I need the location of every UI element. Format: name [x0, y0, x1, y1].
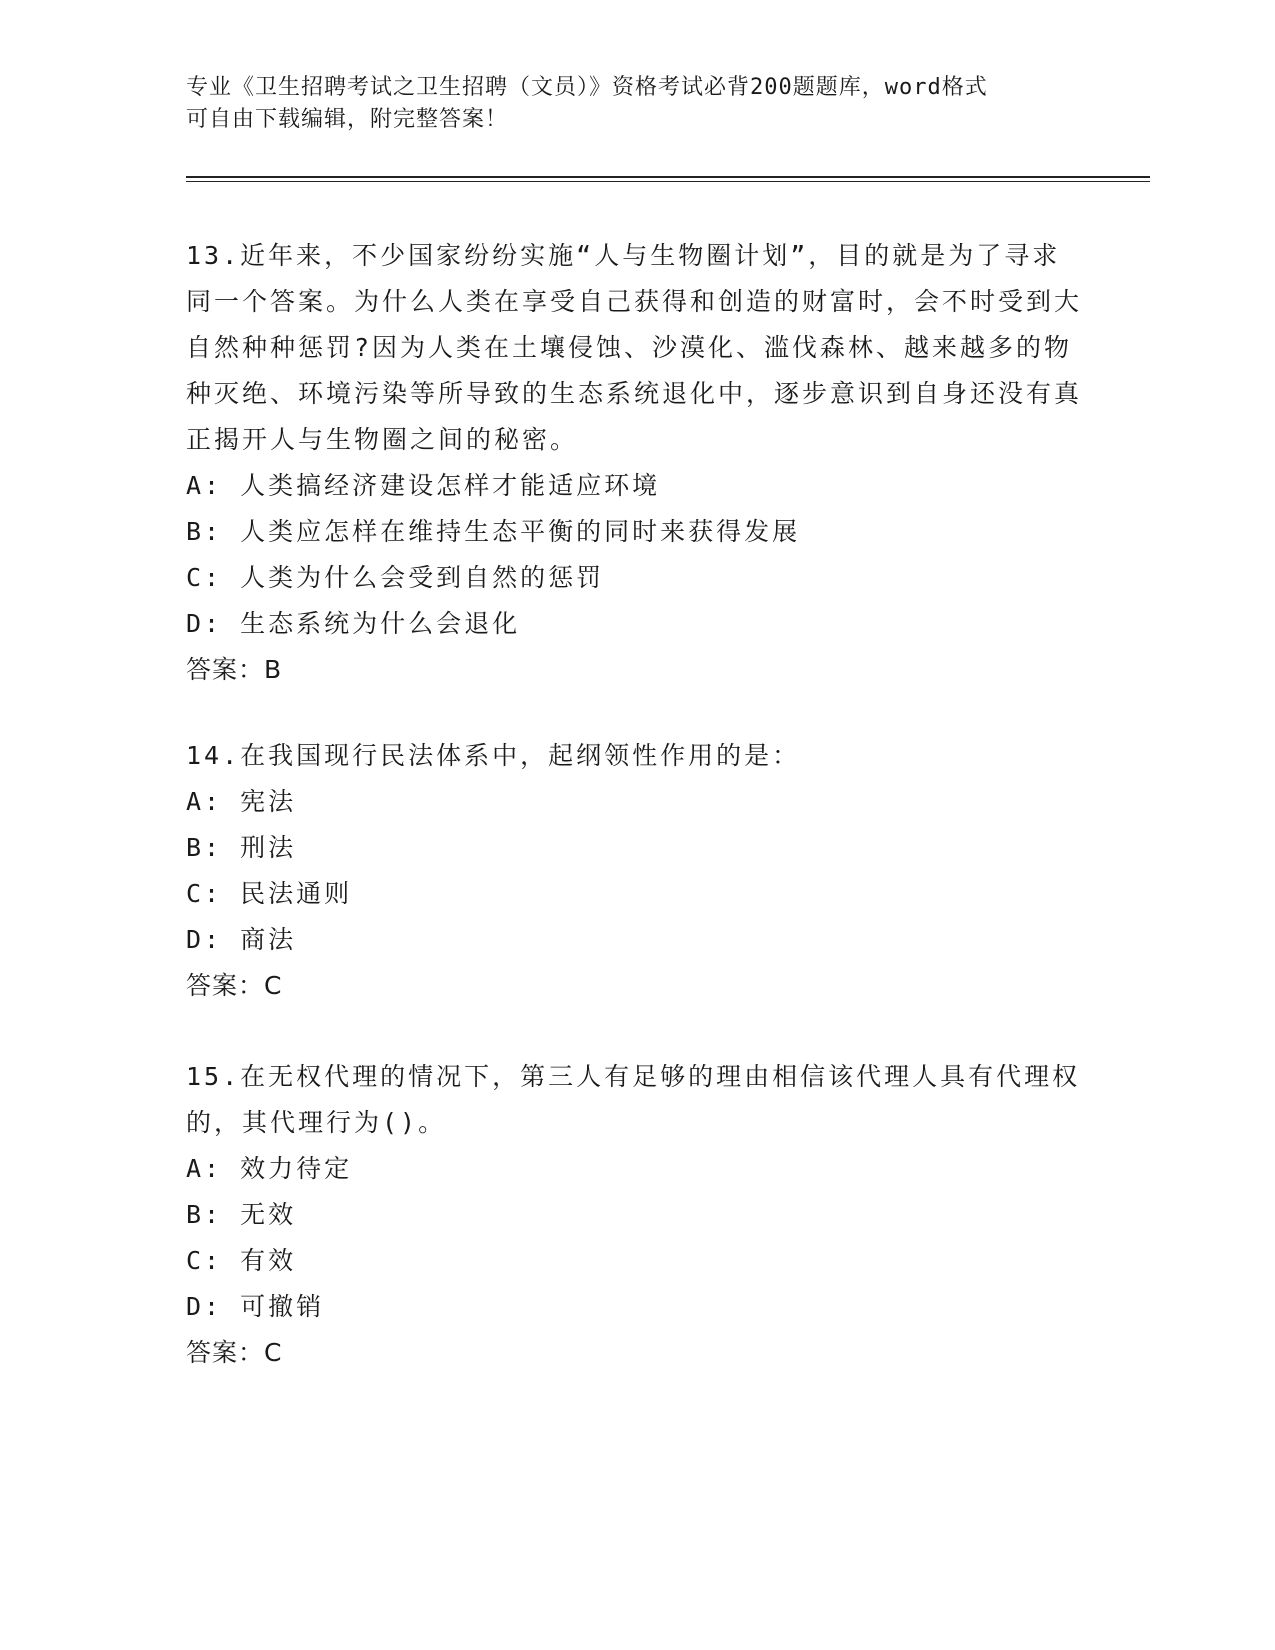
option-d: D: 生态系统为什么会退化 — [186, 609, 521, 638]
document-header — [186, 72, 1086, 136]
option-d: D: 可撤销 — [186, 1292, 325, 1321]
option-a: A: 效力待定 — [186, 1154, 353, 1183]
option-c: C: 有效 — [186, 1246, 297, 1275]
option-a: A: 宪法 — [186, 787, 297, 816]
question-13 — [186, 233, 1086, 693]
answer: 答案：C — [186, 971, 283, 1000]
option-b: B: 人类应怎样在维持生态平衡的同时来获得发展 — [186, 517, 801, 546]
header-divider-thin — [186, 181, 1150, 182]
option-b: B: 无效 — [186, 1200, 297, 1229]
option-c: C: 民法通则 — [186, 879, 353, 908]
option-c: C: 人类为什么会受到自然的惩罚 — [186, 563, 605, 592]
question-14 — [186, 733, 1086, 1009]
question-stem: 15.在无权代理的情况下，第三人有足够的理由相信该代理人具有代理权的，其代理行为()。 — [186, 1062, 1081, 1137]
option-a: A: 人类搞经济建设怎样才能适应环境 — [186, 471, 661, 500]
question-stem: 14.在我国现行民法体系中，起纲领性作用的是： — [186, 741, 801, 770]
question-stem: 13.近年来，不少国家纷纷实施“人与生物圈计划”，目的就是为了寻求同一个答案。为什么人类在享受自己获得和创造的财富时，会不时受到大自然种种惩罚?因为人类在土壤侵蚀、沙漠化、滥伐森林、越来越多的物种灭绝、环境污染等所导致的生态系统退化中，逐步意识到自身还没有真正揭开人与生物圈之间的秘密。 — [186, 241, 1083, 454]
option-b: B: 刑法 — [186, 833, 297, 862]
answer: 答案：C — [186, 1338, 283, 1367]
question-15 — [186, 1054, 1086, 1376]
header-divider-thick — [186, 176, 1150, 178]
option-d: D: 商法 — [186, 925, 297, 954]
answer: 答案：B — [186, 655, 283, 684]
header-line-1: 专业《卫生招聘考试之卫生招聘（文员）》资格考试必背200题题库，word格式 — [186, 75, 988, 100]
header-line-2: 可自由下载编辑，附完整答案！ — [186, 107, 509, 132]
